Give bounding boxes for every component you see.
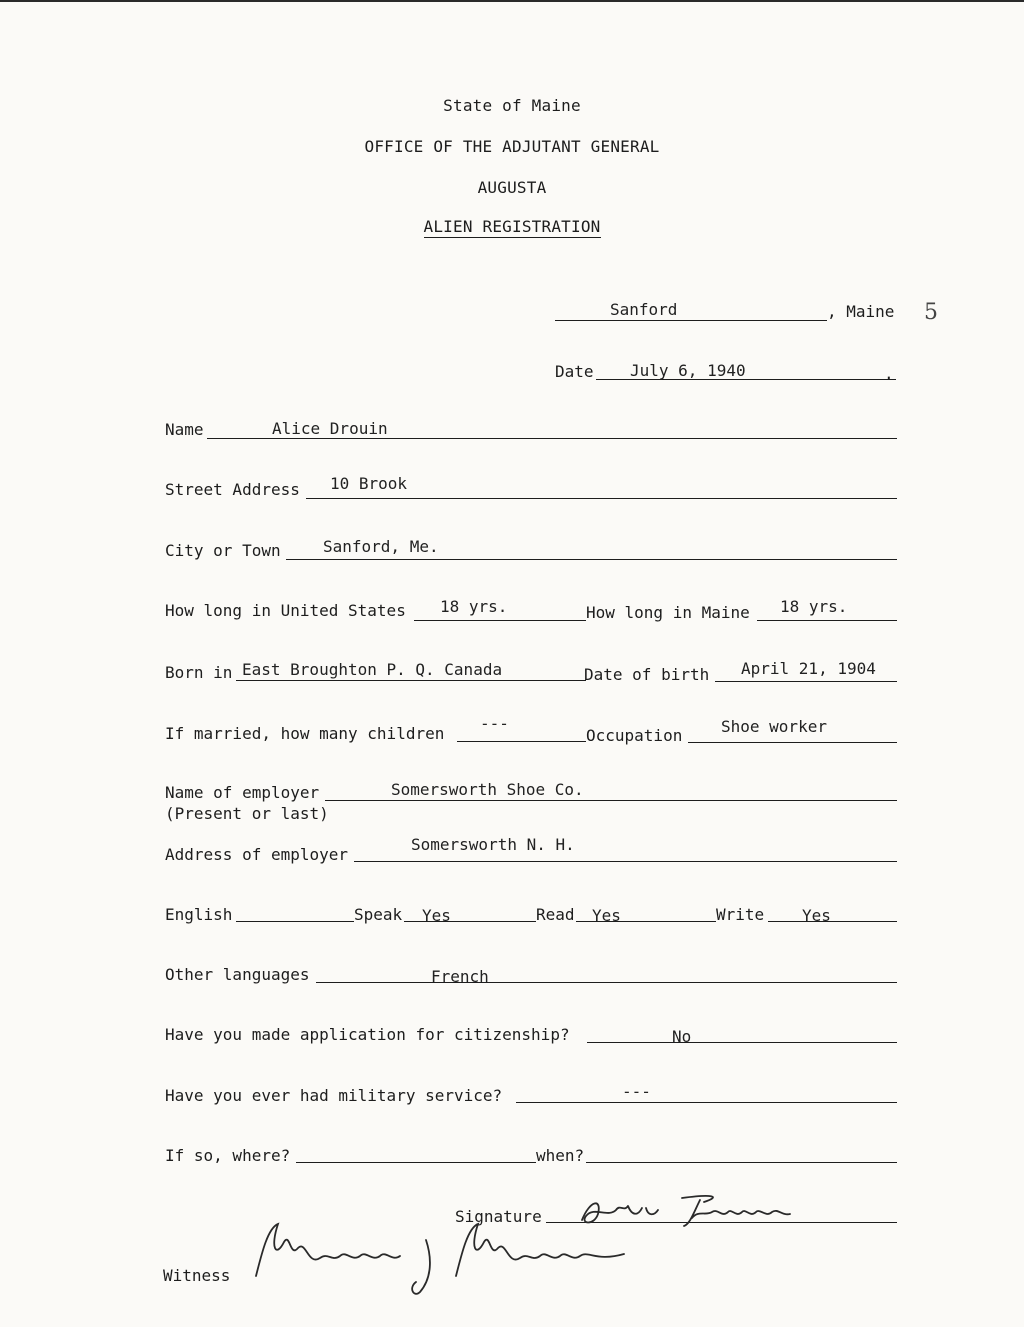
read-value: Yes [592, 906, 621, 925]
header-title-text: ALIEN REGISTRATION [423, 217, 601, 236]
city-value: Sanford, Me. [323, 537, 439, 556]
street-line [306, 498, 897, 499]
header-state: State of Maine [443, 96, 581, 115]
us-label: How long in United States [165, 601, 406, 620]
maine-line [757, 620, 897, 621]
write-line [768, 921, 897, 922]
maine-label: How long in Maine [586, 603, 750, 622]
read-label: Read [536, 905, 575, 924]
us-line [414, 620, 586, 621]
date-value: July 6, 1940 [630, 361, 746, 380]
occupation-value: Shoe worker [721, 717, 827, 736]
page-mark: 5 [924, 300, 938, 325]
date-end: . [884, 364, 894, 383]
military-line [516, 1102, 897, 1103]
header-city: AUGUSTA [477, 178, 547, 197]
speak-label: Speak [354, 905, 403, 924]
occupation-label: Occupation [586, 726, 683, 745]
name-label: Name [165, 420, 204, 439]
born-label: Born in [165, 663, 233, 682]
children-value: --- [480, 714, 509, 733]
english-label: English [165, 905, 233, 924]
maine-value: 18 yrs. [780, 597, 848, 616]
dob-line [715, 681, 897, 682]
employer-sublabel: (Present or last) [165, 804, 329, 823]
languages-value: French [431, 967, 489, 986]
header-office: OFFICE OF THE ADJUTANT GENERAL [364, 137, 660, 156]
name-line [207, 438, 897, 439]
dob-label: Date of birth [584, 665, 710, 684]
citizenship-line [587, 1042, 897, 1043]
english-line [236, 921, 354, 922]
born-line [236, 680, 586, 681]
employer-address-label: Address of employer [165, 845, 349, 864]
us-value: 18 yrs. [440, 597, 508, 616]
when-line [586, 1162, 897, 1163]
name-value: Alice Drouin [272, 419, 388, 438]
citizenship-value: No [672, 1027, 692, 1046]
place-line [555, 320, 827, 321]
place-state: , Maine [827, 302, 895, 321]
military-label: Have you ever had military service? [165, 1086, 503, 1105]
employer-address-value: Somersworth N. H. [411, 835, 575, 854]
witness-label: Witness [163, 1266, 231, 1285]
languages-line [316, 982, 897, 983]
children-line [457, 741, 586, 742]
date-label: Date [555, 362, 594, 381]
employer-label: Name of employer [165, 783, 320, 802]
occupation-line [688, 742, 897, 743]
citizenship-label: Have you made application for citizenship? [165, 1025, 570, 1044]
city-line [286, 559, 897, 560]
street-value: 10 Brook [330, 474, 408, 493]
header-title [0, 217, 1024, 236]
born-value: East Broughton P. Q. Canada [242, 660, 503, 679]
employer-line [325, 800, 897, 801]
where-line [296, 1162, 536, 1163]
children-label: If married, how many children [165, 724, 445, 743]
military-value: --- [622, 1082, 651, 1101]
street-label: Street Address [165, 480, 300, 499]
signature-label: Signature [455, 1207, 542, 1226]
witness-handwriting [236, 1218, 636, 1302]
city-label: City or Town [165, 541, 281, 560]
place-town: Sanford [610, 300, 678, 319]
languages-label: Other languages [165, 965, 310, 984]
when-label: when? [536, 1146, 585, 1165]
employer-value: Somersworth Shoe Co. [391, 780, 584, 799]
write-label: Write [716, 905, 765, 924]
write-value: Yes [802, 906, 831, 925]
where-label: If so, where? [165, 1146, 291, 1165]
speak-value: Yes [422, 906, 451, 925]
dob-value: April 21, 1904 [741, 659, 876, 678]
employer-address-line [354, 861, 897, 862]
